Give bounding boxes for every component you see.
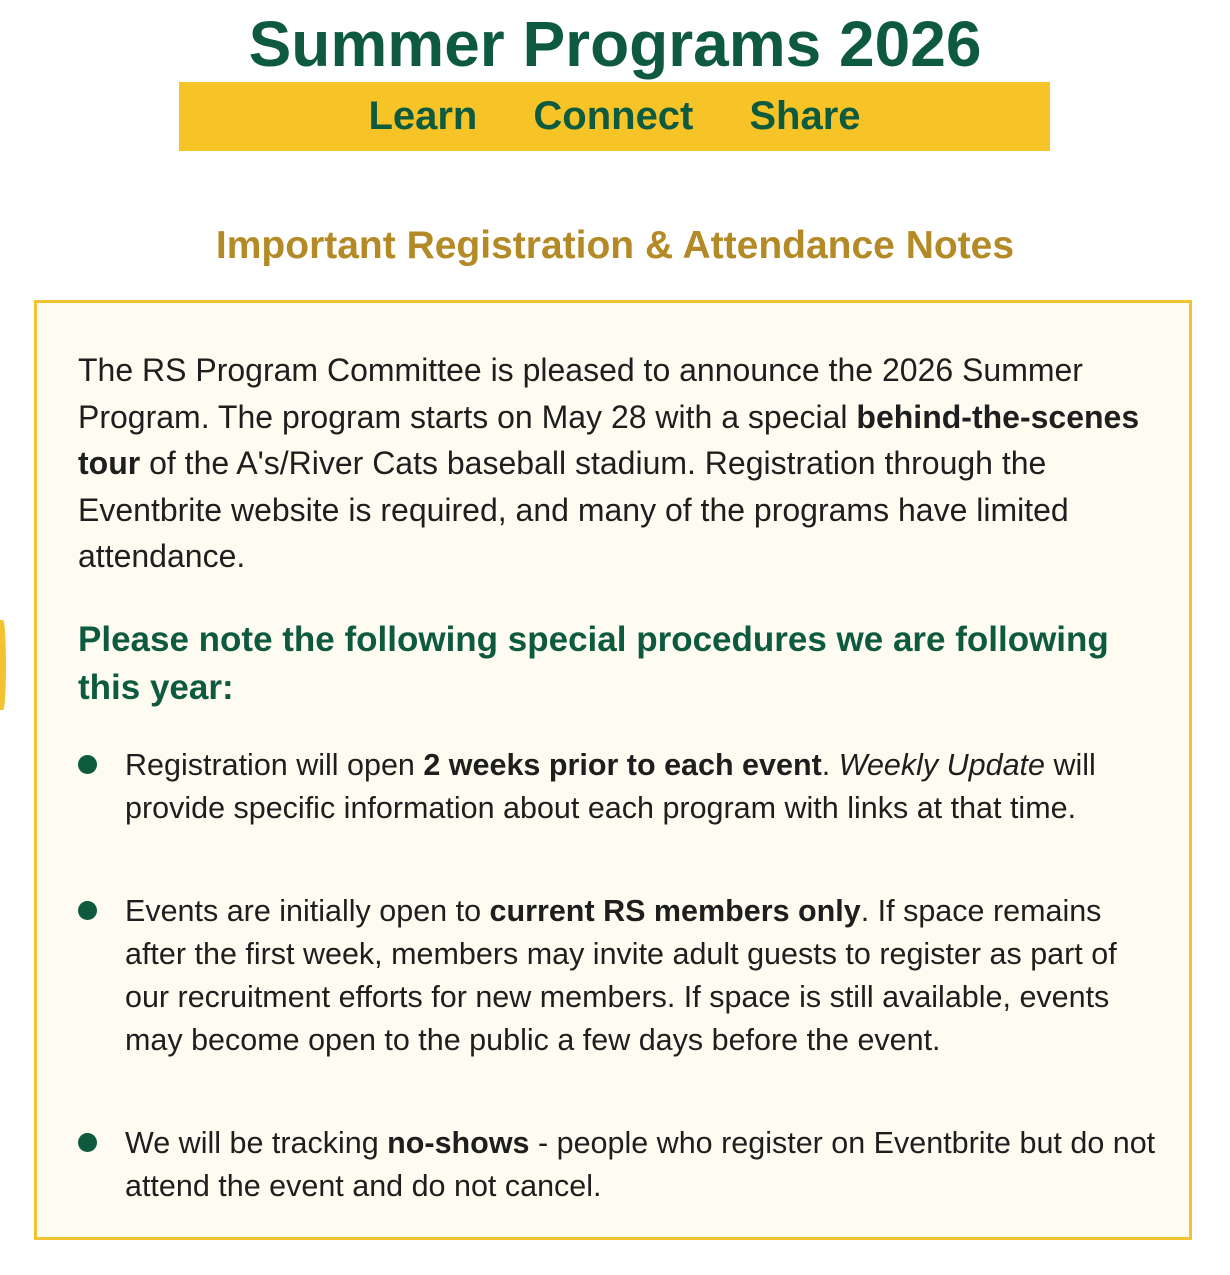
list-item-no-shows bbox=[125, 1122, 1165, 1208]
bullet-icon bbox=[78, 1133, 97, 1152]
item-bold: 2 weeks prior to each event bbox=[423, 748, 822, 782]
notes-box bbox=[34, 300, 1192, 1240]
page-title: Summer Programs 2026 bbox=[248, 8, 982, 80]
item-bold: current RS members only bbox=[489, 894, 861, 928]
intro-paragraph bbox=[78, 347, 1158, 580]
tagline-connect: Connect bbox=[533, 94, 694, 138]
left-edge-decoration bbox=[0, 620, 6, 710]
procedures-heading: Please note the following special procedures we are following this year: bbox=[78, 620, 1109, 707]
item-text: . If space remains after the first week, members may invite adult guests to register as part of our recruitment efforts for new members. If space is still available, events may become open to the public a few days before the event. bbox=[125, 894, 1117, 1057]
item-text: Events are initially open to bbox=[125, 894, 490, 928]
item-text: Registration will open bbox=[125, 748, 424, 782]
item-text: - people who register on Eventbrite but do not attend the event and do not cancel. bbox=[125, 1126, 1156, 1203]
item-bold: no-shows bbox=[387, 1126, 530, 1160]
list-item-registration bbox=[125, 744, 1165, 830]
item-text: will provide specific information about each program with links at that time. bbox=[125, 748, 1096, 825]
list-item-members-only bbox=[125, 890, 1165, 1062]
section-heading: Important Registration & Attendance Notes bbox=[215, 224, 1015, 267]
tagline-bar bbox=[179, 82, 1050, 151]
bullet-icon bbox=[78, 901, 97, 920]
intro-text-1: The RS Program Committee is pleased to announce the 2026 Summer Program. The program starts on May 28 with a special bbox=[78, 352, 1083, 435]
tagline-share: Share bbox=[749, 94, 861, 138]
intro-bold-tour: behind-the-scenes tour bbox=[78, 398, 1140, 481]
bullet-icon bbox=[78, 755, 97, 774]
intro-text-2: of the A's/River Cats baseball stadium. Registration through the Eventbrite website is required, and many of the programs have limited attendance. bbox=[78, 445, 1069, 574]
tagline-learn: Learn bbox=[368, 94, 478, 138]
item-text: We will be tracking bbox=[125, 1126, 388, 1160]
item-text: . bbox=[821, 748, 839, 782]
item-italic: Weekly Update bbox=[838, 748, 1045, 782]
